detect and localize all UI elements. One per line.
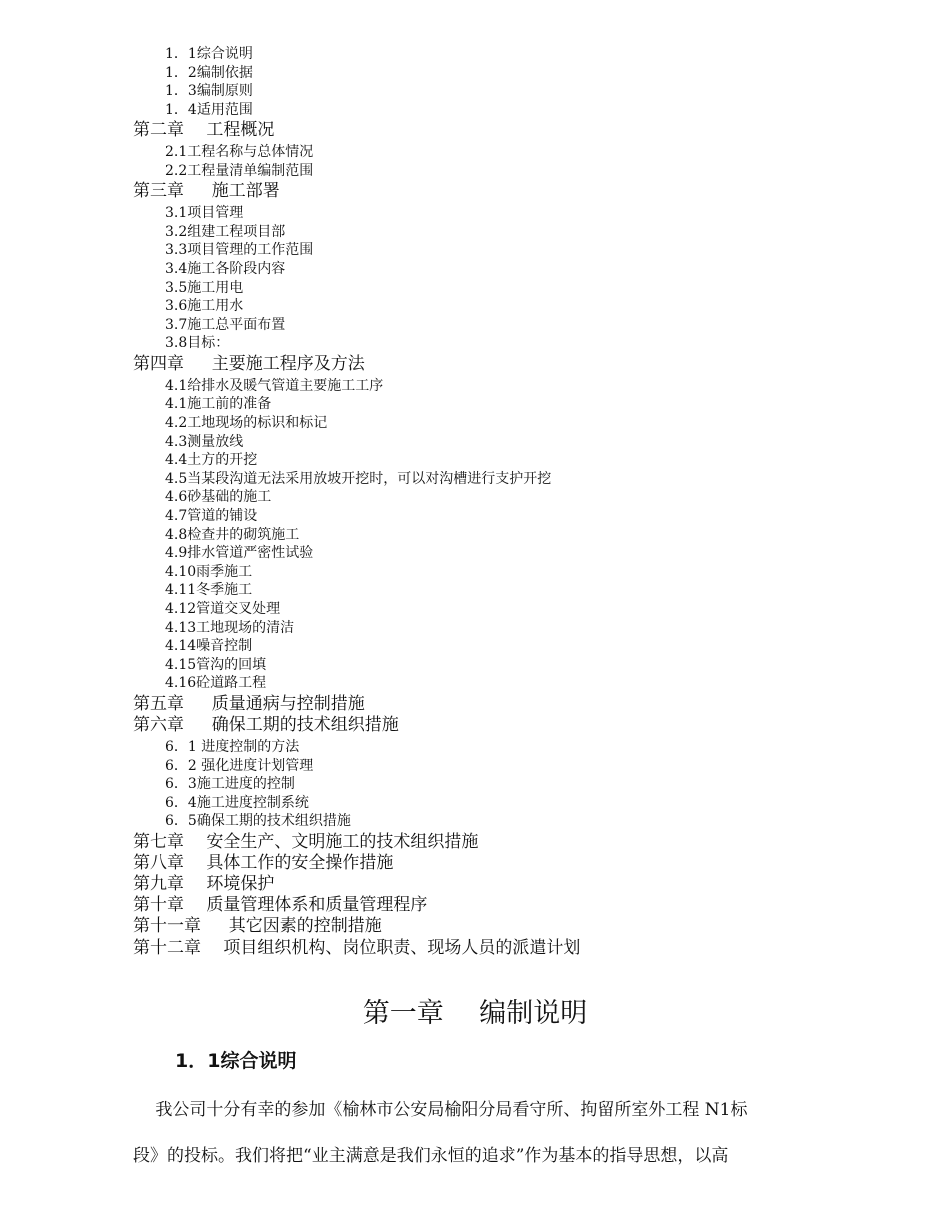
toc-chapter-entry: 第十章 质量管理体系和质量管理程序 bbox=[133, 895, 428, 916]
toc-section-entry: 3.4施工各阶段内容 bbox=[165, 261, 286, 277]
toc-chapter-entry: 第六章 确保工期的技术组织措施 bbox=[133, 714, 399, 735]
toc-chapter-entry: 第七章 安全生产、文明施工的技术组织措施 bbox=[133, 831, 479, 852]
toc-section-entry: 4.9排水管道严密性试验 bbox=[165, 545, 314, 562]
toc-section-entry: 4.11冬季施工 bbox=[165, 582, 253, 599]
toc-section-entry: 6．1 进度控制的方法 bbox=[165, 739, 300, 755]
toc-section-entry: 6．4施工进度控制系统 bbox=[165, 794, 309, 811]
toc-section-entry: 4.16砼道路工程 bbox=[165, 675, 267, 692]
toc-section-entry: 2.2工程量清单编制范围 bbox=[165, 162, 314, 179]
toc-section-entry: 3.6施工用水 bbox=[165, 298, 244, 315]
chapter-title: 第一章 编制说明 bbox=[362, 998, 588, 1029]
toc-section-entry: 3.7施工总平面布置 bbox=[165, 316, 286, 333]
toc-section-entry: 6．3施工进度的控制 bbox=[165, 776, 295, 793]
toc-section-entry: 1．2编制依据 bbox=[165, 64, 253, 81]
toc-section-entry: 1．4适用范围 bbox=[165, 101, 253, 118]
toc-section-entry: 4.8检查井的砌筑施工 bbox=[165, 526, 300, 543]
toc-section-entry: 3.3项目管理的工作范围 bbox=[165, 242, 314, 259]
paragraph-line: 段》的投标。我们将把“业主满意是我们永恒的追求”作为基本的指导思想，以高 bbox=[133, 1146, 729, 1166]
toc-chapter-entry: 第十二章 项目组织机构、岗位职责、现场人员的派遣计划 bbox=[133, 937, 581, 958]
paragraph-line: 我公司十分有幸的参加《榆林市公安局榆阳分局看守所、拘留所室外工程 N1标 bbox=[133, 1100, 748, 1120]
toc-section-entry: 6．5确保工期的技术组织措施 bbox=[165, 813, 351, 830]
toc-chapter-entry: 第三章 施工部署 bbox=[133, 181, 280, 201]
toc-section-entry: 4.4土方的开挖 bbox=[165, 452, 258, 469]
toc-section-entry: 1．3编制原则 bbox=[165, 83, 253, 100]
toc-section-entry: 4.7管道的铺设 bbox=[165, 508, 258, 524]
toc-chapter-entry: 第九章 环境保护 bbox=[133, 874, 275, 894]
toc-section-entry: 1．1综合说明 bbox=[165, 46, 253, 62]
toc-section-entry: 4.14噪音控制 bbox=[165, 638, 253, 655]
toc-section-entry: 4.1给排水及暖气管道主要施工工序 bbox=[165, 377, 384, 394]
toc-section-entry: 4.3测量放线 bbox=[165, 433, 244, 450]
toc-section-entry: 3.1项目管理 bbox=[165, 205, 244, 222]
section-title: 1．1综合说明 bbox=[175, 1050, 297, 1072]
toc-section-entry: 4.1施工前的准备 bbox=[165, 396, 272, 413]
toc-section-entry: 4.6砂基础的施工 bbox=[165, 489, 272, 506]
toc-section-entry: 3.2组建工程项目部 bbox=[165, 223, 286, 240]
toc-section-entry: 4.15管沟的回填 bbox=[165, 656, 267, 673]
toc-chapter-entry: 第八章 具体工作的安全操作措施 bbox=[133, 852, 394, 873]
toc-chapter-entry: 第四章 主要施工程序及方法 bbox=[133, 353, 365, 374]
toc-section-entry: 6．2 强化进度计划管理 bbox=[165, 757, 314, 774]
toc-chapter-entry: 第十一章 其它因素的控制措施 bbox=[133, 916, 382, 937]
toc-chapter-entry: 第五章 质量通病与控制措施 bbox=[133, 693, 365, 714]
toc-section-entry: 2.1工程名称与总体情况 bbox=[165, 144, 314, 161]
toc-chapter-entry: 第二章 工程概况 bbox=[133, 120, 275, 140]
toc-section-entry: 4.10雨季施工 bbox=[165, 563, 253, 580]
toc-section-entry: 4.12管道交叉处理 bbox=[165, 601, 281, 617]
toc-section-entry: 4.13工地现场的清洁 bbox=[165, 619, 295, 636]
toc-section-entry: 3.5施工用电 bbox=[165, 279, 244, 296]
toc-section-entry: 4.2工地现场的标识和标记 bbox=[165, 415, 328, 431]
toc-section-entry: 4.5当某段沟道无法采用放坡开挖时，可以对沟槽进行支护开挖 bbox=[165, 470, 552, 487]
toc-section-entry: 3.8目标： bbox=[165, 335, 230, 352]
